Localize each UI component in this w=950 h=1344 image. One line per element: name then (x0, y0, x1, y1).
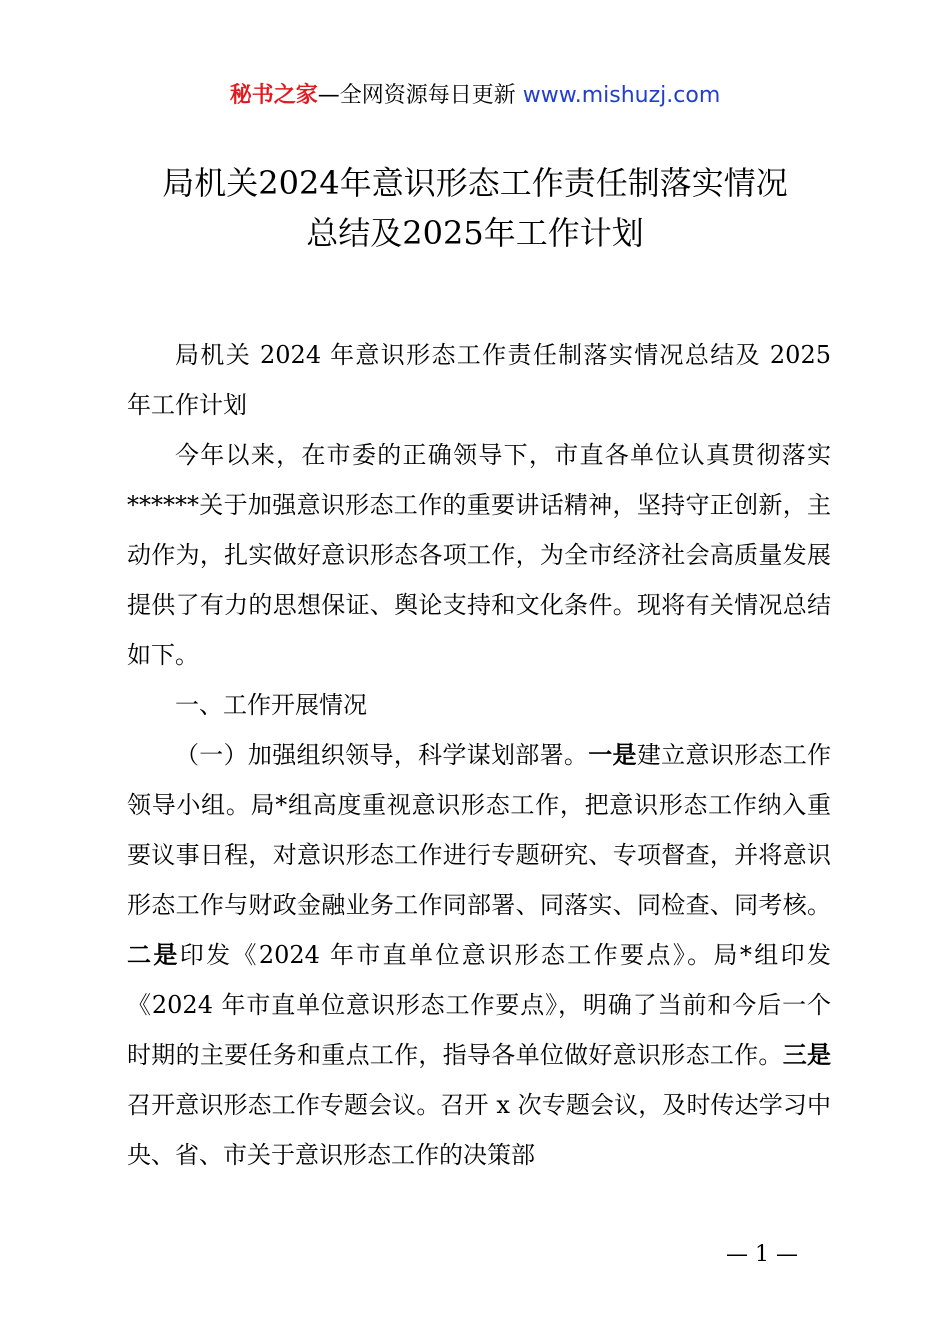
section-heading: 一、工作开展情况 (175, 691, 367, 719)
page-number: — 1 — (726, 1242, 798, 1267)
paragraph-intro: 今年以来，在市委的正确领导下，市直各单位认真贯彻落实******关于加强意识形态工作的重要讲话精神，坚持守正创新，主动作为，扎实做好意识形态各项工作，为全市经济社会高质量发展提供了有力的思想保证、舆论支持和文化条件。现将有关情况总结如下。 (127, 441, 831, 669)
point-text-2: 印发《2024 年市直单位意识形态工作要点》。局*组印发《2024 年市直单位意识形态工作要点》，明确了当前和今后一个时期的主要任务和重点工作，指导各单位做好意识形态工作。 (127, 941, 831, 1069)
brand-name: 秘书之家 (229, 83, 318, 108)
point-text-1: 建立意识形态工作领导小组。局*组高度重视意识形态工作，把意识形态工作纳入重要议事日程，对意识形态工作进行专题研究、专项督查，并将意识形态工作与财政金融业务工作同部署、同落实、同检查、同考核。 (127, 741, 832, 919)
document-title (80, 158, 870, 258)
point-marker-1: 一是 (588, 740, 637, 769)
site-url-link[interactable]: www.mishuzj.com (522, 83, 721, 108)
document-body (127, 330, 831, 1180)
subsection-heading: （一）加强组织领导，科学谋划部署。 (175, 741, 589, 769)
title-line-1: 局机关2024年意识形态工作责任制落实情况 (162, 164, 788, 202)
title-line-2: 总结及2025年工作计划 (306, 214, 644, 252)
point-marker-2: 二是 (127, 940, 180, 969)
header-tagline: —全网资源每日更新 (317, 83, 516, 108)
point-marker-3: 三是 (782, 1040, 832, 1069)
paragraph-subtitle: 局机关 2024 年意识形态工作责任制落实情况总结及 2025 年工作计划 (127, 341, 831, 419)
point-text-3: 召开意识形态工作专题会议。召开 x 次专题会议，及时传达学习中央、省、市关于意识形态工作的决策部 (127, 1091, 831, 1169)
paragraph-section-1 (127, 730, 831, 1180)
site-header (0, 80, 950, 112)
